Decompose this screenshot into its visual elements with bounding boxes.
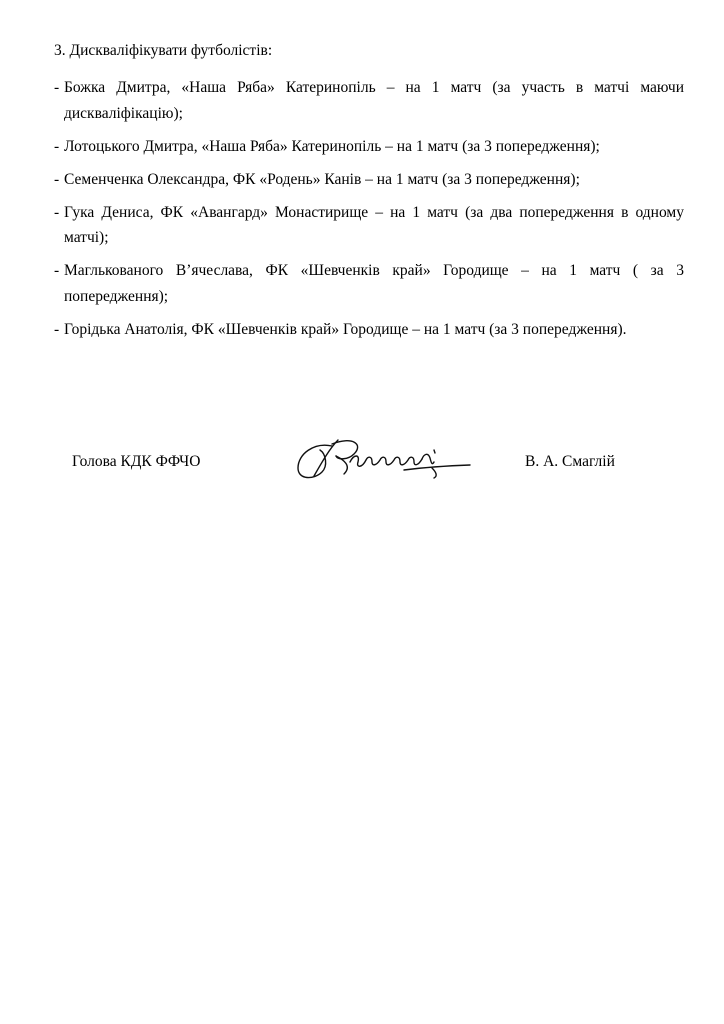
list-item [54,167,684,193]
list-item [54,200,684,251]
list-bullet: - [54,320,60,338]
list-item-text: Гука Дениса, ФК «Авангард» Монастирище – на 1 матч (за два попередження в одному матчі); [64,203,684,246]
list-item [54,134,684,160]
list-bullet: - [54,79,60,96]
position-title: Голова КДК ФФЧО [72,453,201,470]
section-heading: 3. Дискваліфікувати футболістів: [54,42,273,59]
list-item-text: Лотоцького Дмитра, «Наша Ряба» Катеринопіль – на 1 матч (за 3 попередження); [64,137,600,155]
list-bullet: - [54,203,60,221]
list-item-text: Маглькованого В’ячеслава, ФК «Шевченків край» Городище – на 1 матч ( за 3 попередження); [64,262,684,305]
list-item [54,75,684,126]
signatory-name: В. А. Смаглій [525,453,615,470]
list-item-text: Горідька Анатолія, ФК «Шевченків край» Городище – на 1 матч (за 3 попередження). [64,320,627,338]
list-bullet: - [54,137,60,155]
disqualification-list [54,75,684,350]
list-bullet: - [54,262,60,279]
list-bullet: - [54,170,60,188]
handwritten-signature [292,432,472,492]
list-item-text: Семенченка Олександра, ФК «Родень» Канів – на 1 матч (за 3 попередження); [64,170,580,188]
signature-block [0,450,724,490]
list-item [54,258,684,309]
list-item-text: Божка Дмитра, «Наша Ряба» Катеринопіль – на 1 матч (за участь в матчі маючи дискваліфікацію); [64,79,684,122]
list-item [54,317,684,343]
